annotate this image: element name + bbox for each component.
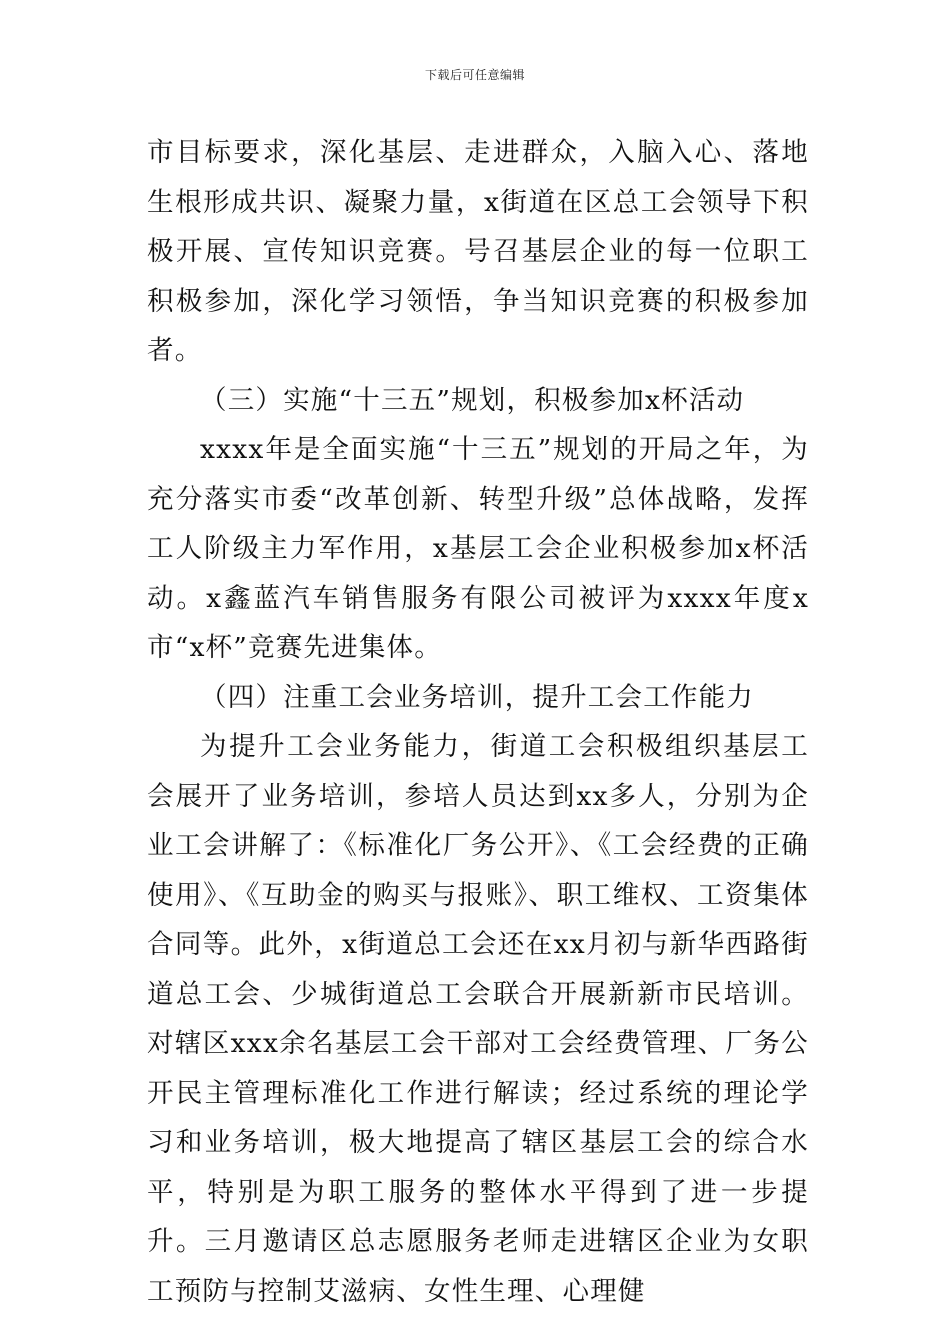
paragraph-continuation: 市目标要求，深化基层、走进群众，入脑入心、落地生根形成共识、凝聚力量，x街道在区总工会领导下积极开展、宣传知识竞赛。号召基层企业的每一位职工积极参加，深化学习领悟，争当知识竞赛的积极参加者。 (147, 137, 809, 366)
header-note: 下载后可任意编辑 (424, 68, 525, 82)
paragraph-training: 为提升工会业务能力，街道工会积极组织基层工会展开了业务培训，参培人员达到xx多人，分别为企业工会讲解了：《标准化厂务公开》、《工会经费的正确使用》、《互助金的购买与报账》、职工维权、工资集体合同等。此外，x街道总工会还在xx月初与新华西路街道总工会、少城街道总工会联合开展新新市民培训。对辖区xxx余名基层工会干部对工会经费管理、厂务公开民主管理标准化工作进行解读；经过系统的理论学习和业务培训，极大地提高了辖区基层工会的综合水平，特别是为职工服务的整体水平得到了进一步提升。三月邀请区总志愿服务老师走进辖区企业为女职工预防与控制艾滋病、女性生理、心理健 (147, 731, 809, 1307)
section-heading-4: （四）注重工会业务培训，提升工会工作能力 (200, 681, 754, 713)
section-heading-3: （三）实施“十三五”规划，积极参加x杯活动 (200, 384, 745, 416)
document-body (147, 128, 809, 1316)
paragraph-plan: xxxx年是全面实施“十三五”规划的开局之年，为充分落实市委“改革创新、转型升级”总体战略，发挥工人阶级主力军作用，x基层工会企业积极参加x杯活动。x鑫蓝汽车销售服务有限公司被评为xxxx年度x市“x杯”竞赛先进集体。 (147, 434, 809, 663)
